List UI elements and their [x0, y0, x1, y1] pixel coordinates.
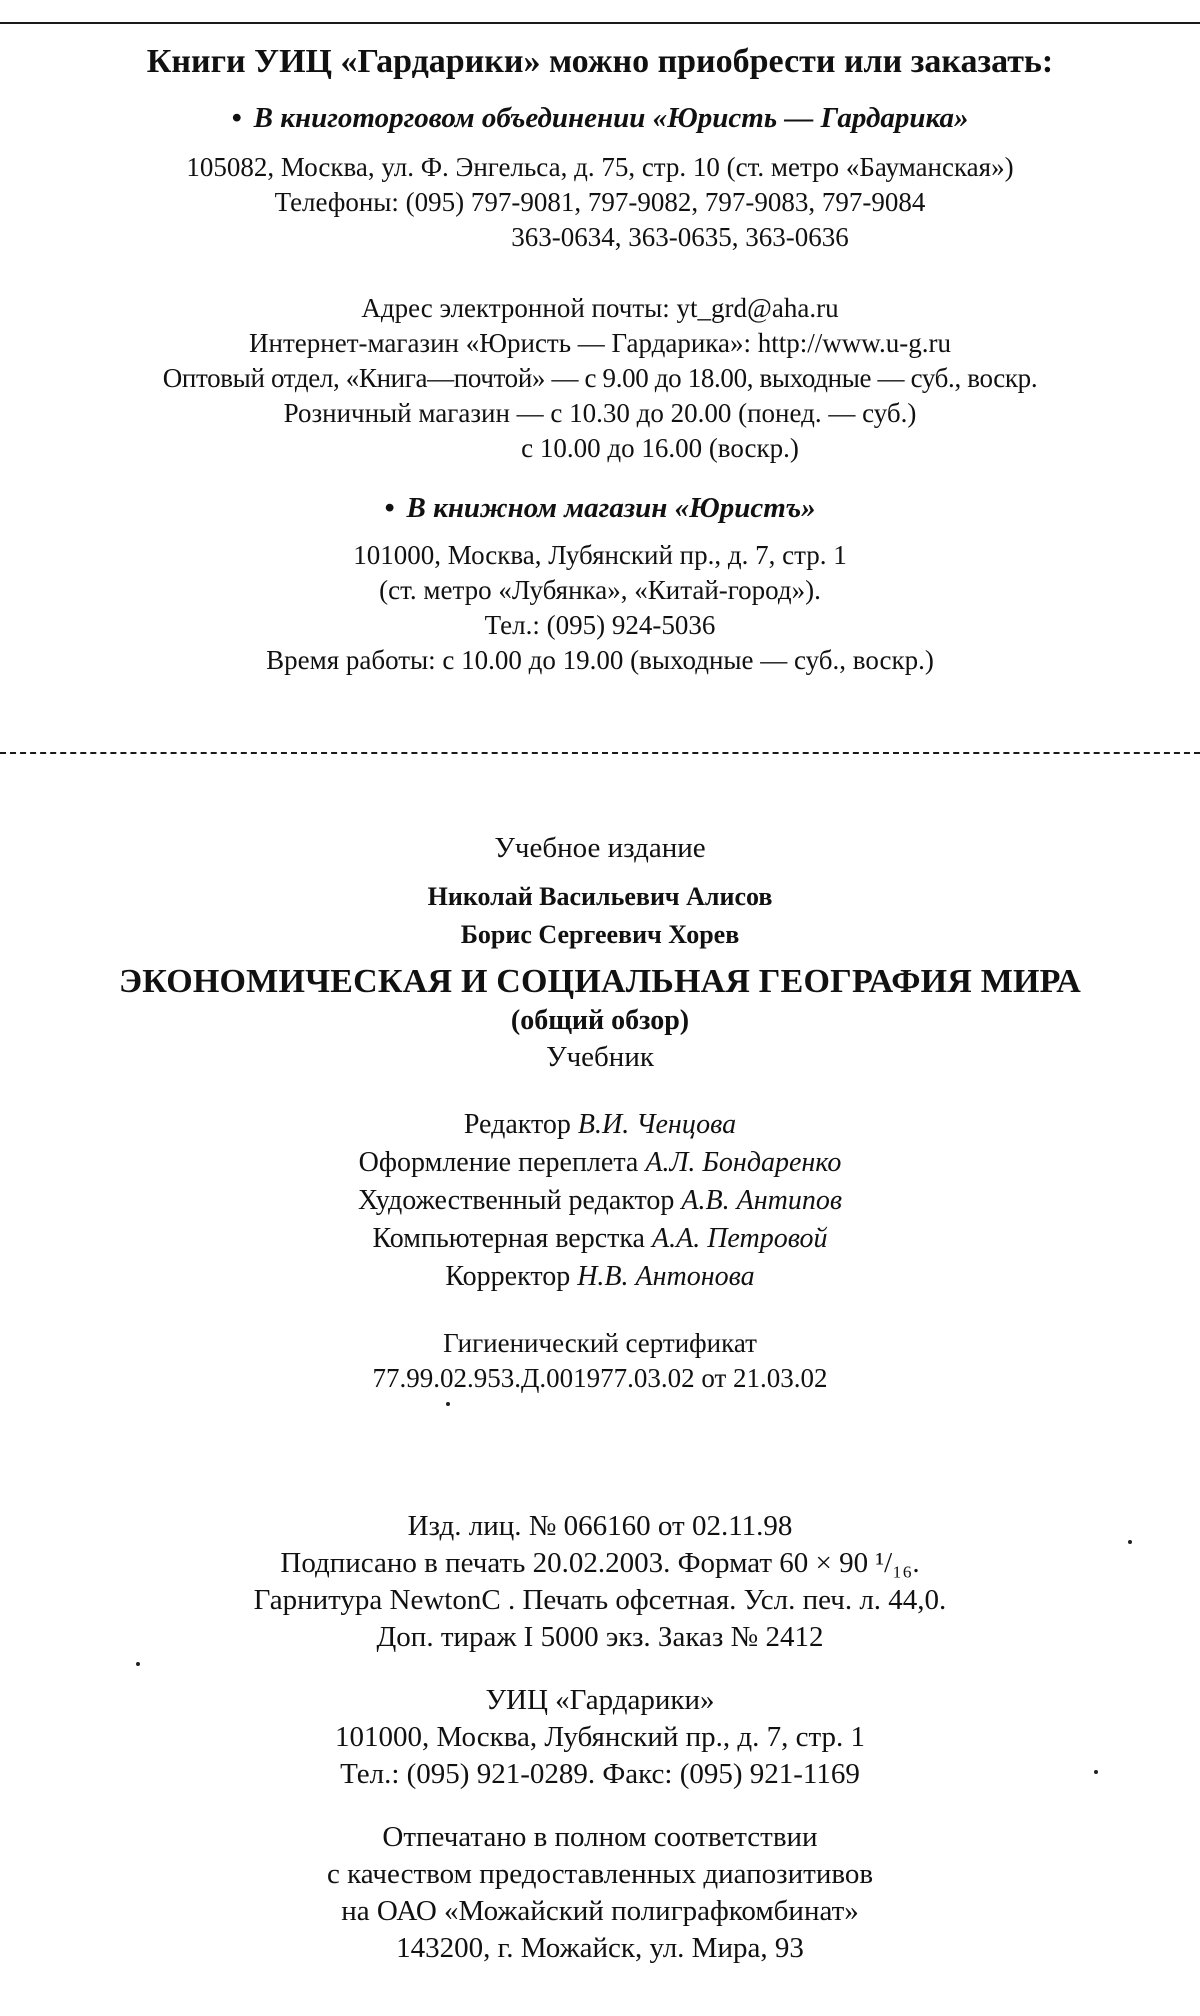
- credit-role: Корректор: [445, 1261, 571, 1292]
- credit-line: [0, 1182, 1200, 1220]
- speck: [446, 1402, 450, 1406]
- credit-role: Редактор: [463, 1109, 571, 1140]
- purchase-info: [0, 40, 1200, 678]
- section1-title-text: В книготорговом объединении «Юристь — Гардарика»: [253, 102, 969, 134]
- section2-title-text: В книжном магазин «Юристъ»: [406, 492, 816, 524]
- credit-role: Компьютерная верстка: [372, 1223, 645, 1254]
- publisher-name: УИЦ «Гардарики»: [485, 1684, 715, 1716]
- credit-name: Н.В. Антонова: [577, 1261, 755, 1292]
- credit-line: [0, 1220, 1200, 1258]
- section1-phones-2: 363-0634, 363-0635, 363-0636: [511, 222, 849, 252]
- section2-title: [0, 488, 1200, 528]
- print-run: Доп. тираж I 5000 экз. Заказ № 2412: [376, 1621, 824, 1653]
- credit-role: Художественный редактор: [358, 1185, 675, 1216]
- section1-retail-1: Розничный магазин — с 10.30 до 20.00 (понед. — суб.): [283, 398, 917, 428]
- license: Изд. лиц. № 066160 от 02.11.98: [407, 1510, 793, 1542]
- credits-list: [0, 1106, 1200, 1296]
- section1-email: Адрес электронной почты: yt_grd@aha.ru: [361, 293, 839, 323]
- section1-retail-2: с 10.00 до 16.00 (воскр.): [521, 433, 799, 463]
- book-kind: Учебник: [546, 1041, 654, 1073]
- section1-shop: Интернет-магазин «Юристь — Гардарика»: http://www.u-g.ru: [249, 328, 951, 358]
- book-subtitle: (общий обзор): [510, 1005, 690, 1036]
- printed-note-4: 143200, г. Можайск, ул. Мира, 93: [396, 1932, 804, 1964]
- credit-line: [0, 1106, 1200, 1144]
- purchase-heading: Книги УИЦ «Гардарики» можно приобрести или заказать:: [146, 43, 1054, 80]
- signed-to-print: Подписано в печать 20.02.2003. Формат 60 × 90 ¹/₁₆.: [280, 1547, 920, 1579]
- printed-note-3: на ОАО «Можайский полиграфкомбинат»: [341, 1895, 859, 1927]
- author-2: Борис Сергеевич Хорев: [460, 920, 740, 949]
- section1-address: 105082, Москва, ул. Ф. Энгельса, д. 75, стр. 10 (ст. метро «Бауманская»): [186, 152, 1014, 182]
- speck: [136, 1662, 140, 1666]
- printed-note-1: Отпечатано в полном соответствии: [382, 1821, 818, 1853]
- top-rule: [0, 22, 1200, 24]
- speck: [1128, 1540, 1132, 1544]
- bullet-icon: •: [231, 102, 242, 134]
- section2-hours: Время работы: с 10.00 до 19.00 (выходные — суб., воскр.): [266, 645, 934, 675]
- bullet-icon: •: [384, 492, 395, 524]
- section2-metro: (ст. метро «Лубянка», «Китай-город»).: [379, 575, 821, 605]
- certificate-number: 77.99.02.953.Д.001977.03.02 от 21.03.02: [372, 1363, 828, 1393]
- imprint-info: [0, 830, 1200, 1967]
- bottom-rule: [0, 752, 1200, 754]
- section2-address: 101000, Москва, Лубянский пр., д. 7, стр. 1: [353, 540, 847, 570]
- credit-line: [0, 1144, 1200, 1182]
- book-title: ЭКОНОМИЧЕСКАЯ И СОЦИАЛЬНАЯ ГЕОГРАФИЯ МИРА: [118, 963, 1082, 1000]
- section1-wholesale: Оптовый отдел, «Книга—почтой» — с 9.00 до 18.00, выходные — суб., воскр.: [162, 363, 1038, 393]
- credit-name: А.В. Антипов: [681, 1185, 842, 1216]
- credit-name: А.А. Петровой: [651, 1223, 828, 1254]
- printed-note-2: с качеством предоставленных диапозитивов: [326, 1858, 874, 1890]
- section1-title: [0, 98, 1200, 138]
- section1-phones-1: Телефоны: (095) 797-9081, 797-9082, 797-9083, 797-9084: [274, 187, 926, 217]
- credit-name: А.Л. Бондаренко: [645, 1147, 842, 1178]
- speck: [1094, 1770, 1098, 1774]
- publisher-address: 101000, Москва, Лубянский пр., д. 7, стр. 1: [334, 1721, 866, 1753]
- author-1: Николай Васильевич Алисов: [427, 882, 773, 911]
- typeface: Гарнитура NewtonC . Печать офсетная. Усл. печ. л. 44,0.: [253, 1584, 947, 1616]
- section2-phone: Тел.: (095) 924-5036: [484, 610, 716, 640]
- credit-role: Оформление переплета: [358, 1147, 639, 1178]
- publisher-phone: Тел.: (095) 921-0289. Факс: (095) 921-1169: [340, 1758, 860, 1790]
- edition-type: Учебное издание: [494, 832, 706, 864]
- certificate-label: Гигиенический сертификат: [443, 1328, 757, 1358]
- credit-name: В.И. Ченцова: [577, 1109, 737, 1140]
- credit-line: [0, 1258, 1200, 1296]
